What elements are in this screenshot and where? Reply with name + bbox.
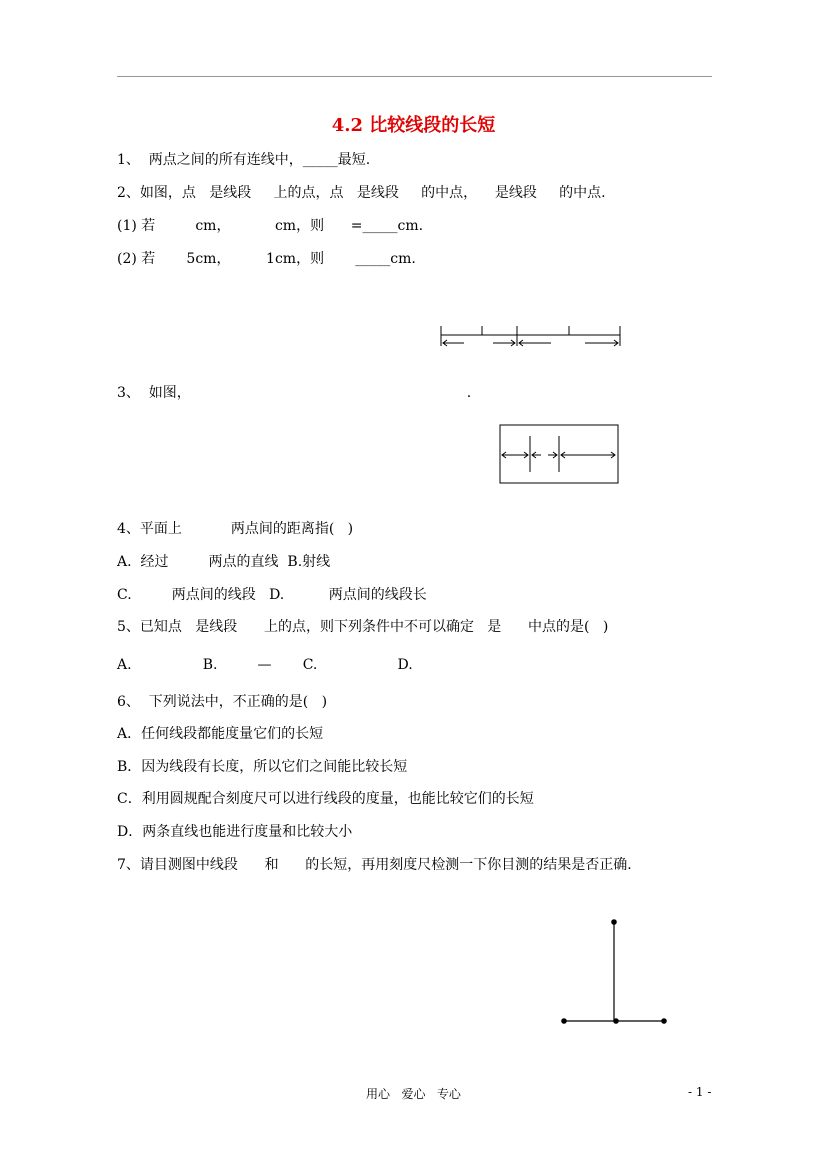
- point-right: [662, 1019, 666, 1023]
- question-2-part-2: (2) 若 5cm， 1cm，则 _____cm.: [117, 251, 416, 267]
- point-top: [612, 920, 616, 924]
- header-rule: [117, 76, 712, 77]
- question-6: 6、 下列说法中，不正确的是( ): [117, 694, 328, 710]
- question-7: 7、请目测图中线段 和 的长短，再用刻度尺检测一下你目测的结果是否正确.: [117, 857, 632, 873]
- question-2: 2、如图，点 是线段 上的点，点 是线段 的中点， 是线段 的中点.: [117, 185, 606, 201]
- question-4-options-ab: A. 经过 两点的直线 B.射线: [117, 554, 331, 570]
- question-4: 4、平面上 两点间的距离指( ): [117, 521, 354, 537]
- question-6-option-a: A．任何线段都能度量它们的长短: [117, 726, 324, 742]
- question-6-option-c: C．利用圆规配合刻度尺可以进行线段的度量，也能比较它们的长短: [117, 791, 534, 807]
- t-shape-figure-q7: [558, 916, 670, 1028]
- page-number: - 1 -: [688, 1085, 712, 1099]
- question-2-part-1: (1) 若 cm， cm，则 =_____cm.: [117, 218, 424, 234]
- point-center: [614, 1019, 618, 1023]
- question-4-options-cd: C. 两点间的线段 D. 两点间的线段长: [117, 587, 427, 603]
- question-3: 3、 如图， .: [117, 385, 472, 401]
- question-6-option-b: B．因为线段有长度，所以它们之间能比较长短: [117, 759, 408, 775]
- question-5-options: A. B. — C. D.: [117, 657, 413, 673]
- footer-text: 用心 爱心 专心: [366, 1087, 461, 1101]
- page-title: 4.2 比较线段的长短: [331, 115, 496, 136]
- question-1: 1、 两点之间的所有连线中，_____最短.: [117, 152, 371, 168]
- question-5: 5、已知点 是线段 上的点，则下列条件中不可以确定 是 中点的是( ): [117, 619, 609, 635]
- boxed-figure-q3: [499, 424, 621, 486]
- point-left: [562, 1019, 566, 1023]
- segment-figure-q2: [436, 320, 626, 352]
- question-6-option-d: D．两条直线也能进行度量和比较大小: [117, 824, 353, 840]
